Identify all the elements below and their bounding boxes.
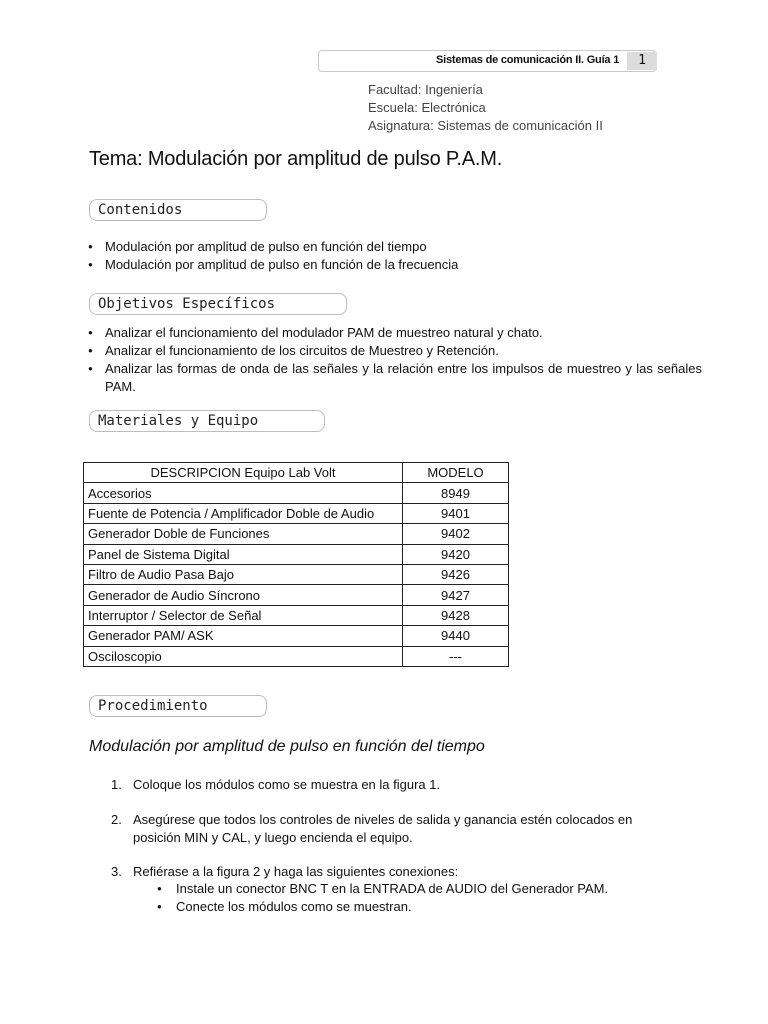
equipment-model: 9401	[403, 503, 509, 523]
page-number: 1	[627, 52, 657, 70]
equipment-description: Generador Doble de Funciones	[84, 524, 403, 544]
column-header-description: DESCRIPCION Equipo Lab Volt	[84, 463, 403, 483]
table-row	[84, 524, 509, 544]
section-heading-objetivos: Objetivos Específicos	[89, 293, 347, 315]
equipment-description: Accesorios	[84, 483, 403, 503]
course-info	[368, 81, 603, 135]
column-header-model: MODELO	[403, 463, 509, 483]
equipment-description: Filtro de Audio Pasa Bajo	[84, 564, 403, 584]
equipment-description: Panel de Sistema Digital	[84, 544, 403, 564]
table-row	[84, 564, 509, 584]
equipment-model: 9426	[403, 564, 509, 584]
table-header-row	[84, 463, 509, 483]
table-row	[84, 483, 509, 503]
equipment-description: Osciloscopio	[84, 646, 403, 666]
list-item: ● Modulación por amplitud de pulso en función del tiempo	[88, 238, 458, 256]
equipment-description: Interruptor / Selector de Señal	[84, 605, 403, 625]
school-line: Escuela: Electrónica	[368, 100, 486, 115]
faculty-line: Facultad: Ingeniería	[368, 82, 483, 97]
table-row	[84, 585, 509, 605]
subject-line: Asignatura: Sistemas de comunicación II	[368, 118, 603, 133]
list-item: ● Analizar las formas de onda de las señales y la relación entre los impulsos de muestreo y las señales PAM.	[88, 360, 702, 396]
equipment-model: 9402	[403, 524, 509, 544]
table-row	[84, 605, 509, 625]
document-title: Tema: Modulación por amplitud de pulso P.A.M.	[89, 148, 503, 170]
section-heading-procedimiento: Procedimiento	[89, 695, 267, 717]
section-heading-materiales: Materiales y Equipo	[89, 410, 325, 432]
step-number: 3.	[111, 864, 122, 879]
procedure-step	[111, 776, 683, 794]
equipment-model: 8949	[403, 483, 509, 503]
section-heading-contenidos: Contenidos	[89, 199, 267, 221]
equipment-description: Generador PAM/ ASK	[84, 626, 403, 646]
header-title: Sistemas de comunicación II. Guía 1	[436, 54, 620, 66]
procedure-step	[111, 811, 683, 847]
table-row	[84, 626, 509, 646]
list-item: ● Modulación por amplitud de pulso en función de la frecuencia	[88, 256, 458, 274]
equipment-model: 9428	[403, 605, 509, 625]
list-item: ● Analizar el funcionamiento de los circuitos de Muestreo y Retención.	[88, 342, 702, 360]
equipment-table	[83, 462, 509, 667]
equipment-model: 9427	[403, 585, 509, 605]
procedure-subtitle: Modulación por amplitud de pulso en función del tiempo	[89, 738, 485, 755]
contenidos-list	[88, 238, 458, 274]
step-number: 2.	[111, 812, 122, 827]
equipment-description: Generador de Audio Síncrono	[84, 585, 403, 605]
connections-list	[157, 880, 608, 916]
table-row	[84, 646, 509, 666]
table-row	[84, 544, 509, 564]
step-text: Asegúrese que todos los controles de niveles de salida y ganancia estén colocados en posición MIN y CAL, y luego encienda el equipo.	[133, 812, 633, 845]
equipment-model: ---	[403, 646, 509, 666]
step-number: 1.	[111, 777, 122, 792]
step-text: Coloque los módulos como se muestra en la figura 1.	[133, 777, 441, 792]
list-item: ● Instale un conector BNC T en la ENTRADA de AUDIO del Generador PAM.	[157, 880, 608, 898]
equipment-description: Fuente de Potencia / Amplificador Doble de Audio	[84, 503, 403, 523]
list-item: ● Conecte los módulos como se muestran.	[157, 898, 608, 916]
step-text: Refiérase a la figura 2 y haga las siguientes conexiones:	[133, 864, 459, 879]
equipment-model: 9440	[403, 626, 509, 646]
table-row	[84, 503, 509, 523]
objetivos-list	[88, 324, 702, 396]
list-item: ● Analizar el funcionamiento del modulador PAM de muestreo natural y chato.	[88, 324, 702, 342]
equipment-model: 9420	[403, 544, 509, 564]
procedure-step	[111, 863, 683, 881]
